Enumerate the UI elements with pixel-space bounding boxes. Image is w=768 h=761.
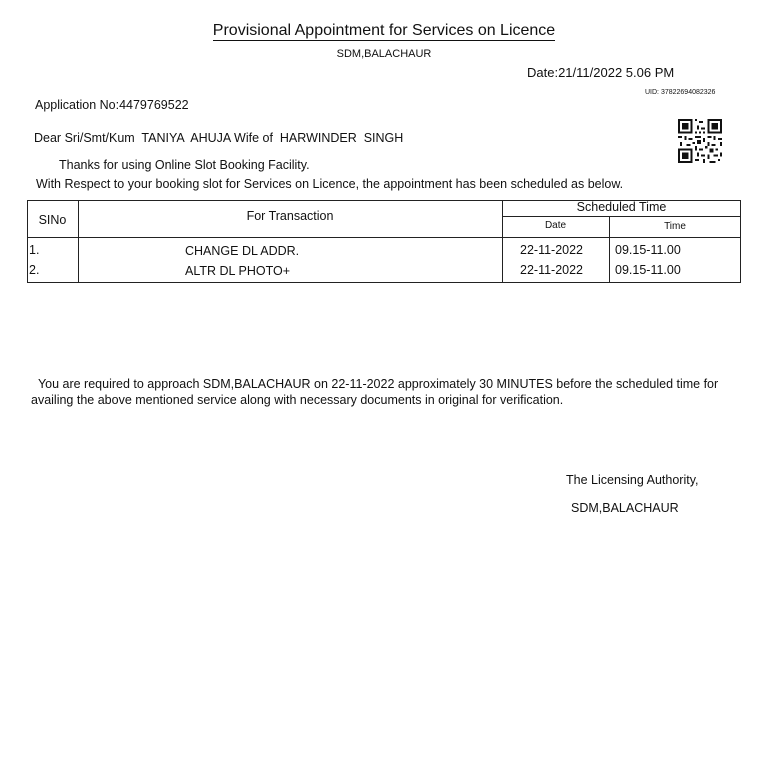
uid-number: UID: 37822694082326 xyxy=(645,89,716,96)
application-number: Application No:4479769522 xyxy=(35,98,189,112)
row-2-transaction: ALTR DL PHOTO+ xyxy=(185,264,291,278)
header-time: Time xyxy=(664,221,686,232)
signature-title: The Licensing Authority, xyxy=(566,473,699,487)
header-bottom-line xyxy=(27,237,741,238)
issue-date: Date:21/11/2022 5.06 PM xyxy=(527,65,675,80)
qr-code-icon xyxy=(678,119,722,163)
header-transaction: For Transaction xyxy=(246,209,334,223)
office-name: SDM,BALACHAUR xyxy=(336,48,432,60)
thanks-line: Thanks for using Online Slot Booking Facility. xyxy=(59,158,310,172)
appointment-table xyxy=(27,200,741,283)
header-scheduled-time: Scheduled Time xyxy=(576,200,667,214)
table-border-bottom xyxy=(27,282,741,283)
page-title: Provisional Appointment for Services on Licence xyxy=(212,22,556,39)
row-1-sino: 1. xyxy=(29,243,40,257)
row-1-date: 22-11-2022 xyxy=(520,243,584,257)
row-1-time: 09.15-11.00 xyxy=(615,243,681,257)
scheduled-subheader-line xyxy=(502,216,741,217)
signature-office: SDM,BALACHAUR xyxy=(571,501,679,515)
row-2-date: 22-11-2022 xyxy=(520,263,584,277)
row-1-transaction: CHANGE DL ADDR. xyxy=(185,244,300,258)
approach-notice: You are required to approach SDM,BALACHAUR on 22-11-2022 approximately 30 MINUTES before the scheduled time for availing the above mentioned service along with necessary documents in original for verification. xyxy=(31,377,722,407)
row-2-time: 09.15-11.00 xyxy=(615,263,681,277)
header-sino: SINo xyxy=(38,213,67,227)
header-date: Date xyxy=(544,220,567,231)
greeting-line: Dear Sri/Smt/Kum TANIYA AHUJA Wife of HARWINDER SINGH xyxy=(34,131,404,145)
row-2-sino: 2. xyxy=(29,263,40,277)
respect-line: With Respect to your booking slot for Services on Licence, the appointment has been scheduled as below. xyxy=(36,177,624,191)
